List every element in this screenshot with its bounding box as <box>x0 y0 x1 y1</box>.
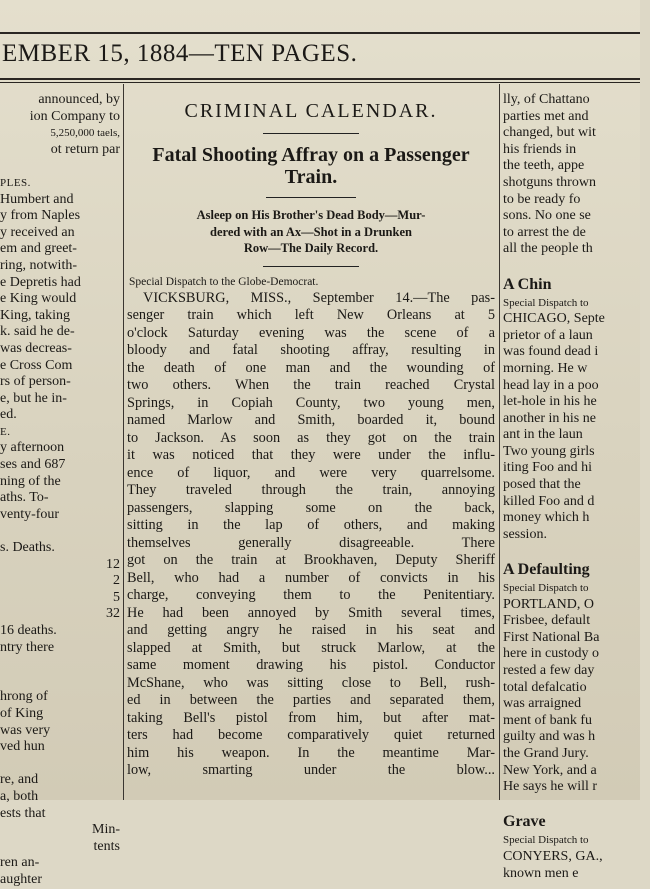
subheadline-line-2: dered with an Ax—Shot in a Drunken <box>210 224 412 239</box>
article-line: the death of one man and the wounding of <box>127 359 495 376</box>
right-column-line: all the people th <box>503 241 593 257</box>
left-column-line: 5,250,000 taels, <box>50 127 120 140</box>
left-column-line: 5 <box>113 589 120 605</box>
right-column-line: money which h <box>503 510 590 526</box>
article-line: o'clock Saturday evening was the scene of a <box>127 324 495 341</box>
left-column-line: PLES. <box>0 176 31 189</box>
left-column-line: ntry there <box>0 639 55 655</box>
right-column-line: killed Foo and d <box>503 493 595 509</box>
right-column-line: PORTLAND, O <box>503 596 594 612</box>
left-column-line: of King <box>0 705 44 721</box>
dateline: EMBER 15, 1884—TEN PAGES. <box>2 40 358 67</box>
right-column-line: guilty and was h <box>503 729 596 745</box>
right-column-headline: Grave <box>503 813 546 831</box>
main-column <box>127 92 495 800</box>
left-column-line: ved hun <box>0 739 45 755</box>
article-line: charge, conveying them to the Penitentiary. <box>127 587 495 603</box>
article-line: McShane, who was sitting close to Bell, rush- <box>127 674 495 691</box>
right-column-line: ment of bank fu <box>503 712 593 728</box>
left-column-line: E. <box>0 425 11 438</box>
special-dispatch-credit: Special Dispatch to the Globe-Democrat. <box>129 275 319 288</box>
masthead-blackletter-icon <box>170 0 650 18</box>
left-column-line: e King would <box>0 291 77 307</box>
left-column-line: re, and <box>0 772 39 788</box>
right-column-line: CHICAGO, Septe <box>503 311 605 327</box>
left-column-line: Min- <box>92 822 120 838</box>
left-column-line <box>0 158 120 175</box>
article-line: to Jackson. As soon as they got on the train <box>127 429 495 446</box>
right-column-line: let-hole in his he <box>503 394 597 410</box>
left-column-line: 12 <box>106 556 120 572</box>
right-column-headline: A Chin <box>503 275 552 293</box>
left-column-line: venty-four <box>0 506 60 522</box>
left-column-line: y afternoon <box>0 440 65 456</box>
article-line: low, smarting under the blow... <box>127 762 495 778</box>
right-column-line: Special Dispatch to <box>503 834 589 847</box>
left-column-line: was decreas- <box>0 340 72 356</box>
column-divider-right <box>499 84 500 800</box>
left-column <box>0 92 120 887</box>
right-column-line: He says he will r <box>503 779 598 795</box>
article-line: senger train which left New Orleans at 5 <box>127 307 495 323</box>
left-column-line: King, taking <box>0 307 70 323</box>
article-line: themselves generally disagreeable. There <box>127 534 495 551</box>
article-line: it was noticed that they were under the influ- <box>127 447 495 463</box>
left-column-line: e Cross Com <box>0 357 73 373</box>
left-column-line: a, both <box>0 788 39 804</box>
article-line: got on the train at Brookhaven, Deputy Sheriff <box>127 552 495 568</box>
headline-line-1: Fatal Shooting Affray on a Passenger <box>152 144 470 166</box>
right-column-line: to be ready fo <box>503 191 581 207</box>
left-column-line: 2 <box>113 573 120 589</box>
left-column-line: ning of the <box>0 473 61 489</box>
right-column-line <box>503 796 640 813</box>
right-column-line <box>503 258 640 275</box>
article-body <box>127 290 495 780</box>
dateline-rule-bottom <box>0 82 640 83</box>
right-column-line: here in custody o <box>503 646 600 662</box>
left-column-line <box>0 523 120 540</box>
right-column-line: his friends in <box>503 141 577 157</box>
right-column-line: total defalcatio <box>503 679 587 695</box>
article-line: taking Bell's pistol from him, but after mat- <box>127 709 495 726</box>
right-column-line: shotguns thrown <box>503 174 596 190</box>
article-line: named Marlow and Smith, boarded it, bound <box>127 412 495 428</box>
left-column-line: 32 <box>106 606 120 622</box>
headline-line-2: Train. <box>284 166 338 188</box>
left-column-line: em and greet- <box>0 241 77 257</box>
article-line: same moment drawing his pistol. Conductor <box>127 657 495 673</box>
article-line: sitting in the lap of others, and making <box>127 517 495 533</box>
article-line: passengers, slapping some on the back, <box>127 499 495 516</box>
article-line: They traveled through the train, annoying <box>127 482 495 498</box>
article-line: ence of liquor, and were very quarrelsome. <box>127 464 495 481</box>
left-column-line: s. Deaths. <box>0 540 55 556</box>
right-column-line: CONYERS, GA., <box>503 848 603 864</box>
left-column-line: aughter <box>0 871 42 887</box>
right-column-line: session. <box>503 526 547 542</box>
article-line: and getting angry he raised in his seat and <box>127 622 495 638</box>
left-column-line: y received an <box>0 224 75 240</box>
dateline-rule-top <box>0 78 640 80</box>
right-column-line: sons. No one se <box>503 208 591 224</box>
right-column-line: to arrest the de <box>503 224 586 240</box>
left-column-line: hrong of <box>0 689 48 705</box>
left-column-line: ses and 687 <box>0 457 66 473</box>
masthead-rule <box>0 32 640 34</box>
section-title: CRIMINAL CALENDAR. <box>184 100 438 122</box>
article-line: VICKSBURG, MISS., September 14.—The pas- <box>143 289 495 306</box>
subheadline-rule <box>263 266 359 267</box>
right-column-headline: A Defaulting <box>503 561 590 579</box>
article-line: slapped at Smith, but struck Marlow, at the <box>127 639 495 656</box>
right-column-line: First National Ba <box>503 629 600 645</box>
article-line: ed in between the parties and separated them, <box>127 692 495 708</box>
right-column-line: New York, and a <box>503 762 597 778</box>
right-column-line: another in his ne <box>503 410 596 426</box>
left-column-line: ren an- <box>0 855 40 871</box>
right-column-line: iting Foo and hi <box>503 460 593 476</box>
right-column-line: morning. He w <box>503 360 588 376</box>
right-column-line: changed, but wit <box>503 125 596 141</box>
right-column-line: lly, of Chattano <box>503 92 590 107</box>
right-column-line: head lay in a poo <box>503 377 599 393</box>
left-column-line <box>0 756 120 773</box>
right-column-line: was found dead i <box>503 344 599 360</box>
left-column-line: was very <box>0 722 51 738</box>
left-column-line: 16 deaths. <box>0 623 57 638</box>
right-column-line: Special Dispatch to <box>503 296 589 309</box>
left-column-line: ring, notwith- <box>0 257 77 273</box>
right-column-line: was arraigned <box>503 696 582 712</box>
left-column-line: announced, by <box>38 92 120 107</box>
article-line: Bell, who had a number of convicts in his <box>127 569 495 586</box>
right-column-line: Two young girls <box>503 443 595 459</box>
headline-rule <box>266 197 356 198</box>
column-divider-left <box>123 84 124 800</box>
left-column-line <box>0 656 120 673</box>
article-line: ters had become comparatively quiet returned <box>127 727 495 743</box>
left-column-line: ed. <box>0 407 17 423</box>
left-column-line: k. said he de- <box>0 324 75 340</box>
left-column-line: rs of person- <box>0 374 71 390</box>
subheadline-line-3: Row—The Daily Record. <box>243 241 379 255</box>
masthead-fragment <box>170 0 650 22</box>
left-column-line: aths. To- <box>0 490 49 506</box>
article-line: two others. When the train reached Crystal <box>127 377 495 393</box>
right-column-line: known men e <box>503 865 579 881</box>
left-column-line: y from Naples <box>0 208 81 224</box>
right-column-line: Frisbee, default <box>503 613 591 629</box>
subheadline-line-1: Asleep on His Brother's Dead Body—Mur- <box>196 208 426 222</box>
left-column-line: ests that <box>0 805 46 821</box>
left-column-line <box>0 673 120 690</box>
article-line: He had been annoyed by Smith several times, <box>127 604 495 621</box>
left-column-line: Humbert and <box>0 191 74 207</box>
right-column-line: Special Dispatch to <box>503 582 589 595</box>
right-column-line: rested a few day <box>503 663 595 678</box>
section-rule <box>263 133 359 134</box>
left-column-line: ion Company to <box>29 108 120 124</box>
article-line: Springs, in Copiah County, two young men, <box>127 394 495 411</box>
left-column-line: e, but he in- <box>0 390 67 406</box>
right-column-line: the Grand Jury. <box>503 745 589 761</box>
right-column-line: posed that the <box>503 477 581 493</box>
article-line: him his weapon. In the meantime Mar- <box>127 744 495 761</box>
left-column-line: tents <box>93 838 120 854</box>
right-column-line: parties met and <box>503 108 589 124</box>
right-column-line <box>503 543 640 560</box>
article-line: bloody and fatal shooting affray, resulting in <box>127 342 495 358</box>
right-column-line: the teeth, appe <box>503 158 585 174</box>
left-column-line: e Depretis had <box>0 274 81 290</box>
right-column-line: ant in the laun <box>503 427 583 443</box>
right-column <box>503 92 640 881</box>
right-column-line: prietor of a laun <box>503 327 593 343</box>
left-column-line: ot return par <box>50 141 120 157</box>
